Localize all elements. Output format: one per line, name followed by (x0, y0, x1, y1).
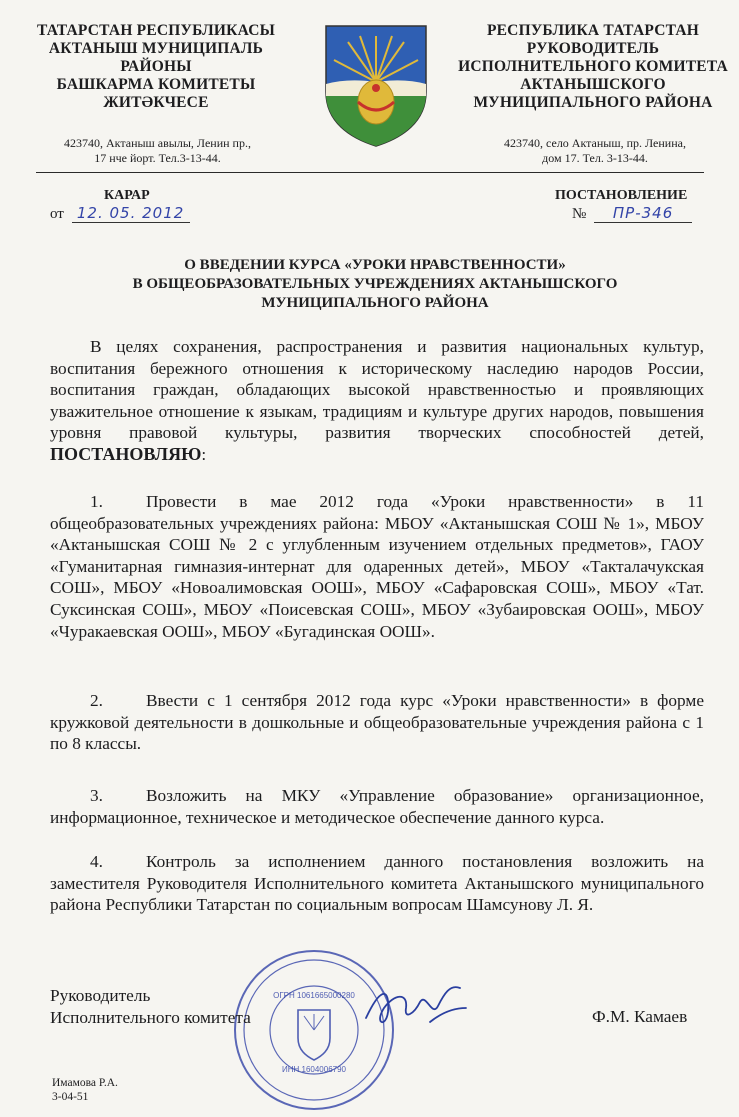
intro-paragraph (50, 336, 704, 466)
list-item (50, 785, 704, 828)
list-item (50, 851, 704, 916)
item-text: Контроль за исполнением данного постановления возложить на заместителя Руководителя Исполнительного комитета Актанышского муниципального района Республики Татарстан по социальным вопросам Шамсунову Л. Я. (50, 852, 704, 915)
header-divider (36, 172, 704, 173)
author-phone: 3-04-51 (52, 1091, 89, 1103)
footer-author (52, 1076, 118, 1104)
coat-of-arms-icon (318, 22, 434, 148)
item-text: Ввести с 1 сентября 2012 года курс «Уроки нравственности» в форме кружковой деятельности в дошкольные и общеобразовательные учреждения района с 1 по 8 классы. (50, 691, 704, 754)
karar-label: КАРАР (104, 188, 150, 203)
header-left-line: БАШКАРМА КОМИТЕТЫ (56, 76, 256, 93)
title-line: О ВВЕДЕНИИ КУРСА «УРОКИ НРАВСТВЕННОСТИ» (184, 257, 566, 273)
address-line: 423740, Актаныш авылы, Ленин пр., (64, 136, 251, 150)
title-line: В ОБЩЕОБРАЗОВАТЕЛЬНЫХ УЧРЕЖДЕНИЯХ АКТАНЫШСКОГО (132, 276, 618, 292)
item-number: 3. (90, 786, 103, 805)
header-left-line: РАЙОНЫ (120, 58, 192, 75)
header-right-line: МУНИЦИПАЛЬНОГО РАЙОНА (473, 94, 713, 111)
signatory-name: Ф.М. Камаев (592, 1007, 688, 1026)
author-name: Имамова Р.А. (52, 1077, 118, 1089)
intro-emphasis: ПОСТАНОВЛЯЮ (50, 443, 202, 464)
header-left-line: АКТАНЫШ МУНИЦИПАЛЬ (48, 40, 264, 57)
decree-date: 12. 05. 2012 (72, 204, 190, 223)
position-line: Руководитель (50, 986, 151, 1005)
signatory-position (50, 985, 251, 1029)
item-number: 2. (90, 691, 103, 710)
number-label: № (572, 206, 587, 222)
list-item (50, 690, 704, 755)
decree-date-row (50, 204, 190, 223)
header-left-line: ТАТАРСТАН РЕСПУБЛИКАСЫ (36, 22, 276, 39)
intro-text: В целях сохранения, распространения и развития национальных культур, воспитания бережного отношения к историческому наследию народов России, воспитания граждан, обладающих высокой нравственностью и проявляющих уважительное отношение к языкам, традициям и культуре других народов, повышения уровня правовой культуры, развития творческих способностей детей, (50, 337, 704, 443)
decree-number-row (572, 204, 692, 223)
from-label: от (50, 206, 64, 222)
header-right-line: РУКОВОДИТЕЛЬ (526, 40, 660, 57)
handwritten-signature-icon (360, 978, 470, 1036)
intro-tail: : (201, 444, 207, 464)
document-title (60, 256, 690, 313)
address-line: 17 нче йорт. Тел.3-13-44. (94, 151, 221, 165)
header-right-org (448, 22, 738, 112)
item-number: 4. (90, 852, 103, 871)
header-right-line: ИСПОЛНИТЕЛЬНОГО КОМИТЕТА (458, 58, 728, 75)
item-text: Провести в мае 2012 года «Уроки нравственности» в 11 общеобразовательных учреждениях района: МБОУ «Актанышская СОШ № 1», МБОУ «Актанышская СОШ № 2 с углубленным изучением отдельных предметов», ГАОУ «Гуманитарная гимназия-интернат для одаренных детей», МБОУ «Такталачукская СОШ», МБОУ «Новоалимовская ООШ», МБОУ «Сафаровская СОШ», МБОУ «Тат. Суксинская СОШ», МБОУ «Поисевская СОШ», МБОУ «Зубаировская ООШ», МБОУ «Чуракаевская ООШ», МБОУ «Бугадинская ООШ». (50, 492, 704, 641)
header-left-address (40, 136, 275, 166)
stamp-inn: ИНН 1604006790 (281, 1065, 347, 1074)
header-right-address (480, 136, 710, 166)
item-number: 1. (90, 492, 103, 511)
item-text: Возложить на МКУ «Управление образование» организационное, информационное, техническое и методическое обеспечение данного курса. (50, 786, 704, 827)
title-line: МУНИЦИПАЛЬНОГО РАЙОНА (261, 295, 489, 311)
header-right-line: АКТАНЫШСКОГО (520, 76, 666, 93)
address-line: дом 17. Тел. 3-13-44. (542, 151, 648, 165)
stamp-ogrn: ОГРН 1061665000280 (273, 991, 355, 1000)
postanovlenie-label: ПОСТАНОВЛЕНИЕ (555, 188, 688, 203)
header-left-org (36, 22, 276, 112)
header-right-line: РЕСПУБЛИКА ТАТАРСТАН (486, 22, 700, 39)
position-line: Исполнительного комитета (50, 1008, 251, 1027)
header-left-line: ЖИТӘКЧЕСЕ (103, 94, 209, 111)
list-item (50, 491, 704, 642)
decree-number: ПР-346 (594, 204, 692, 223)
address-line: 423740, село Актаныш, пр. Ленина, (504, 136, 686, 150)
